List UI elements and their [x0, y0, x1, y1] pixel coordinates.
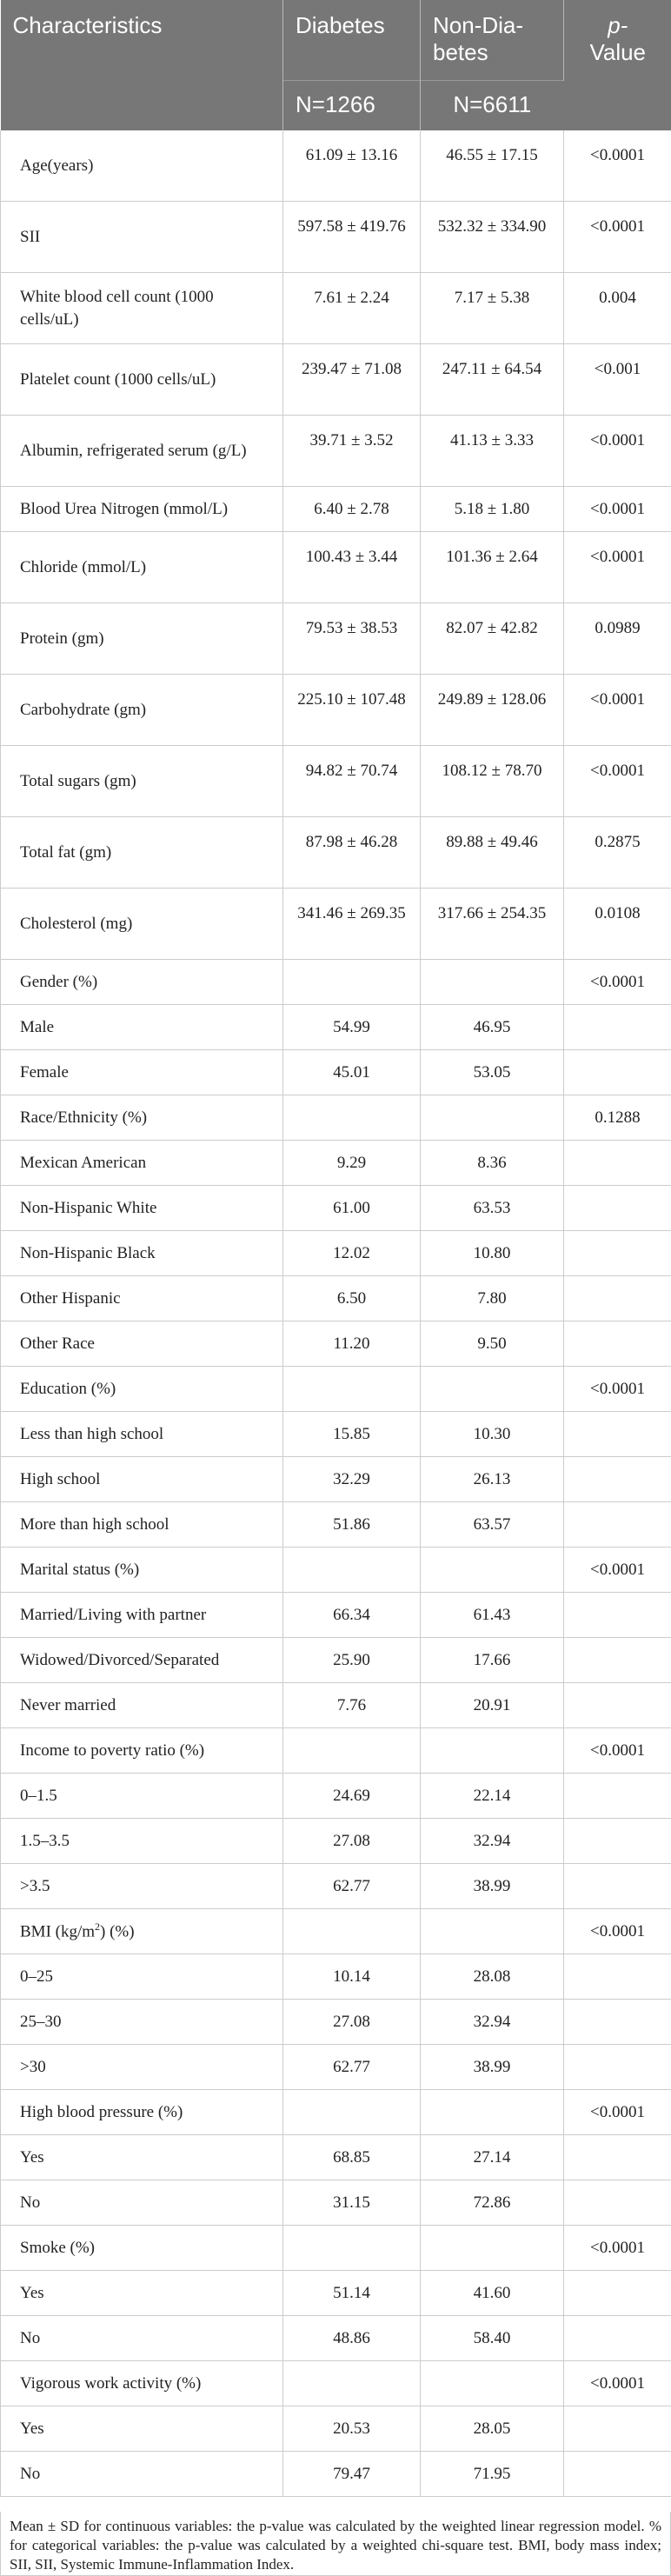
non-diabetes-value: [421, 2361, 564, 2406]
row-label: Yes: [1, 2135, 283, 2180]
non-diabetes-value: [421, 1548, 564, 1593]
table-row: [1, 2180, 671, 2226]
p-value: [564, 2316, 671, 2361]
table-row: [1, 2406, 671, 2452]
row-label: Non-Hispanic White: [1, 1186, 283, 1231]
table-row: [1, 1457, 671, 1502]
non-diabetes-value: [421, 1095, 564, 1141]
row-label: Protein (gm): [1, 603, 283, 675]
table-row: [1, 1005, 671, 1050]
p-value: <0.001: [564, 344, 671, 416]
table-row: [1, 416, 671, 487]
non-diabetes-value: 46.95: [421, 1005, 564, 1050]
table-footnote: Mean ± SD for continuous variables: the p-value was calculated by the weighted linear regression model. % for categorical variables: the p-value was calculated by a weighted chi-square test. BMI, body mass index; SII, SII, Systemic Immune-Inflammation Index.: [0, 2512, 671, 2576]
non-diabetes-value: 38.99: [421, 1864, 564, 1909]
non-diabetes-value: 7.17 ± 5.38: [421, 273, 564, 344]
table-row: [1, 2000, 671, 2045]
non-diabetes-value: 61.43: [421, 1593, 564, 1638]
non-diabetes-value: 22.14: [421, 1774, 564, 1819]
row-label: Non-Hispanic Black: [1, 1231, 283, 1276]
diabetes-value: 11.20: [283, 1321, 421, 1367]
table-row: [1, 1593, 671, 1638]
p-value: <0.0001: [564, 2361, 671, 2406]
p-value: <0.0001: [564, 130, 671, 202]
table-row: [1, 202, 671, 273]
p-value: [564, 1231, 671, 1276]
non-diabetes-value: 46.55 ± 17.15: [421, 130, 564, 202]
table-row: [1, 1141, 671, 1186]
table-row: [1, 1321, 671, 1367]
row-label: Marital status (%): [1, 1548, 283, 1593]
non-diabetes-value: 32.94: [421, 2000, 564, 2045]
p-value: [564, 2045, 671, 2090]
table-row: [1, 2090, 671, 2135]
table-row: [1, 675, 671, 746]
row-label: Blood Urea Nitrogen (mmol/L): [1, 487, 283, 532]
row-label: High school: [1, 1457, 283, 1502]
p-value: <0.0001: [564, 1909, 671, 1954]
non-diabetes-value: 249.89 ± 128.06: [421, 675, 564, 746]
table-row: [1, 1638, 671, 1683]
p-value: 0.004: [564, 273, 671, 344]
p-value: [564, 1276, 671, 1321]
row-label: >3.5: [1, 1864, 283, 1909]
p-value: <0.0001: [564, 2226, 671, 2271]
diabetes-value: 45.01: [283, 1050, 421, 1095]
non-diabetes-value: 247.11 ± 64.54: [421, 344, 564, 416]
table-row: [1, 1367, 671, 1412]
diabetes-value: 27.08: [283, 2000, 421, 2045]
p-value: 0.0108: [564, 889, 671, 960]
p-value: 0.2875: [564, 817, 671, 889]
p-value: [564, 1321, 671, 1367]
table-row: [1, 603, 671, 675]
non-diabetes-value: 26.13: [421, 1457, 564, 1502]
row-label: Vigorous work activity (%): [1, 2361, 283, 2406]
table-row: [1, 2045, 671, 2090]
table-row: [1, 2316, 671, 2361]
row-label: Smoke (%): [1, 2226, 283, 2271]
p-value: [564, 1638, 671, 1683]
non-diabetes-value: 63.53: [421, 1186, 564, 1231]
p-value: <0.0001: [564, 416, 671, 487]
row-label: 0–1.5: [1, 1774, 283, 1819]
p-value: [564, 1186, 671, 1231]
diabetes-value: [283, 1728, 421, 1774]
diabetes-value: 9.29: [283, 1141, 421, 1186]
diabetes-value: 225.10 ± 107.48: [283, 675, 421, 746]
row-label: 1.5–3.5: [1, 1819, 283, 1864]
row-label: Income to poverty ratio (%): [1, 1728, 283, 1774]
p-value: <0.0001: [564, 1728, 671, 1774]
header-non-diabetes: Non-Dia- betes: [421, 0, 564, 80]
non-diabetes-value: 108.12 ± 78.70: [421, 746, 564, 817]
diabetes-value: 51.86: [283, 1502, 421, 1548]
row-label: Carbohydrate (gm): [1, 675, 283, 746]
diabetes-value: 31.15: [283, 2180, 421, 2226]
row-label: Mexican American: [1, 1141, 283, 1186]
p-value: [564, 2180, 671, 2226]
non-diabetes-value: 10.80: [421, 1231, 564, 1276]
table-row: [1, 1819, 671, 1864]
table-row: [1, 1954, 671, 2000]
table-row: [1, 960, 671, 1005]
row-label: Less than high school: [1, 1412, 283, 1457]
non-diabetes-value: 41.60: [421, 2271, 564, 2316]
p-value: [564, 1864, 671, 1909]
row-label: No: [1, 2316, 283, 2361]
p-value: [564, 1412, 671, 1457]
diabetes-value: 341.46 ± 269.35: [283, 889, 421, 960]
non-diabetes-value: 9.50: [421, 1321, 564, 1367]
row-label: Yes: [1, 2406, 283, 2452]
diabetes-value: 66.34: [283, 1593, 421, 1638]
row-label: Cholesterol (mg): [1, 889, 283, 960]
table-row: [1, 1774, 671, 1819]
non-diabetes-value: [421, 1367, 564, 1412]
row-label: Yes: [1, 2271, 283, 2316]
non-diabetes-value: 58.40: [421, 2316, 564, 2361]
diabetes-value: [283, 1909, 421, 1954]
row-label: SII: [1, 202, 283, 273]
diabetes-value: 79.53 ± 38.53: [283, 603, 421, 675]
row-label: Total fat (gm): [1, 817, 283, 889]
p-value: [564, 1502, 671, 1548]
non-diabetes-value: [421, 1909, 564, 1954]
row-label: Total sugars (gm): [1, 746, 283, 817]
non-diabetes-value: 32.94: [421, 1819, 564, 1864]
table-row: [1, 1412, 671, 1457]
diabetes-value: 39.71 ± 3.52: [283, 416, 421, 487]
diabetes-value: 25.90: [283, 1638, 421, 1683]
p-value: 0.0989: [564, 603, 671, 675]
diabetes-value: 68.85: [283, 2135, 421, 2180]
table-row: [1, 1728, 671, 1774]
p-value: <0.0001: [564, 1367, 671, 1412]
row-label: Other Hispanic: [1, 1276, 283, 1321]
table-row: [1, 2361, 671, 2406]
diabetes-value: 6.40 ± 2.78: [283, 487, 421, 532]
non-diabetes-value: 28.08: [421, 1954, 564, 2000]
p-value-word: Value: [589, 39, 647, 66]
table-row: [1, 817, 671, 889]
p-value: [564, 1774, 671, 1819]
row-label: More than high school: [1, 1502, 283, 1548]
table-row: [1, 1095, 671, 1141]
table-row: [1, 2271, 671, 2316]
diabetes-value: 100.43 ± 3.44: [283, 532, 421, 603]
non-diabetes-value: [421, 2226, 564, 2271]
table-row: [1, 130, 671, 202]
diabetes-value: 32.29: [283, 1457, 421, 1502]
diabetes-value: 94.82 ± 70.74: [283, 746, 421, 817]
table-row: [1, 1864, 671, 1909]
diabetes-value: 10.14: [283, 1954, 421, 2000]
header-p-value: [564, 0, 671, 130]
p-value: <0.0001: [564, 675, 671, 746]
diabetes-value: 27.08: [283, 1819, 421, 1864]
row-label: 0–25: [1, 1954, 283, 2000]
p-value: [564, 1954, 671, 2000]
row-label: Education (%): [1, 1367, 283, 1412]
p-value: [564, 2452, 671, 2497]
p-value: <0.0001: [564, 532, 671, 603]
p-value: <0.0001: [564, 960, 671, 1005]
row-label: Platelet count (1000 cells/uL): [1, 344, 283, 416]
diabetes-value: [283, 2090, 421, 2135]
table-row: [1, 2452, 671, 2497]
table-row: [1, 344, 671, 416]
non-diabetes-value: 7.80: [421, 1276, 564, 1321]
table-row: [1, 746, 671, 817]
diabetes-value: 51.14: [283, 2271, 421, 2316]
table-header: [1, 0, 671, 130]
header-diabetes: Diabetes: [283, 0, 421, 80]
p-value: [564, 2135, 671, 2180]
diabetes-value: 62.77: [283, 2045, 421, 2090]
diabetes-value: 6.50: [283, 1276, 421, 1321]
diabetes-value: 20.53: [283, 2406, 421, 2452]
p-value: [564, 1141, 671, 1186]
p-value: <0.0001: [564, 487, 671, 532]
non-diabetes-value: [421, 1728, 564, 1774]
table-row: [1, 1683, 671, 1728]
table-row: [1, 1231, 671, 1276]
row-label: White blood cell count (1000 cells/uL): [1, 273, 283, 344]
diabetes-value: 54.99: [283, 1005, 421, 1050]
non-diabetes-value: 71.95: [421, 2452, 564, 2497]
diabetes-value: 24.69: [283, 1774, 421, 1819]
non-diabetes-value: 5.18 ± 1.80: [421, 487, 564, 532]
p-value: <0.0001: [564, 202, 671, 273]
row-label: No: [1, 2180, 283, 2226]
p-value: 0.1288: [564, 1095, 671, 1141]
table-row: [1, 487, 671, 532]
p-value: [564, 2271, 671, 2316]
non-diabetes-value: 28.05: [421, 2406, 564, 2452]
table-row: [1, 889, 671, 960]
non-diabetes-value: 89.88 ± 49.46: [421, 817, 564, 889]
row-label: Widowed/Divorced/Separated: [1, 1638, 283, 1683]
header-characteristics: Characteristics: [1, 0, 283, 130]
diabetes-value: [283, 2226, 421, 2271]
p-value: [564, 1050, 671, 1095]
row-label: Other Race: [1, 1321, 283, 1367]
diabetes-value: [283, 1367, 421, 1412]
diabetes-value: 61.00: [283, 1186, 421, 1231]
table-body: [1, 130, 671, 2497]
non-diabetes-value: 101.36 ± 2.64: [421, 532, 564, 603]
row-label: Race/Ethnicity (%): [1, 1095, 283, 1141]
row-label: Age(years): [1, 130, 283, 202]
table-row: [1, 1050, 671, 1095]
non-diabetes-value: 20.91: [421, 1683, 564, 1728]
p-value: [564, 1819, 671, 1864]
non-diabetes-value: 72.86: [421, 2180, 564, 2226]
table-row: [1, 273, 671, 344]
diabetes-value: [283, 1095, 421, 1141]
non-diabetes-value: [421, 960, 564, 1005]
table-row: [1, 2226, 671, 2271]
row-label: No: [1, 2452, 283, 2497]
p-value: [564, 1683, 671, 1728]
table-row: [1, 1502, 671, 1548]
non-diabetes-value: 41.13 ± 3.33: [421, 416, 564, 487]
diabetes-value: 87.98 ± 46.28: [283, 817, 421, 889]
row-label: Never married: [1, 1683, 283, 1728]
p-value: <0.0001: [564, 1548, 671, 1593]
p-value: [564, 2000, 671, 2045]
table-row: [1, 1548, 671, 1593]
diabetes-value: 7.61 ± 2.24: [283, 273, 421, 344]
diabetes-value: 79.47: [283, 2452, 421, 2497]
row-label: >30: [1, 2045, 283, 2090]
p-italic: p-: [608, 12, 628, 38]
table-row: [1, 2135, 671, 2180]
superscript-two: 2: [95, 1920, 101, 1934]
header-n-non-diabetes: N=6611: [421, 80, 564, 130]
table-row: [1, 1909, 671, 1954]
diabetes-value: [283, 1548, 421, 1593]
table-row: [1, 1276, 671, 1321]
row-label: Female: [1, 1050, 283, 1095]
diabetes-value: 61.09 ± 13.16: [283, 130, 421, 202]
table-row: [1, 532, 671, 603]
p-value: <0.0001: [564, 746, 671, 817]
row-label: Chloride (mmol/L): [1, 532, 283, 603]
row-label: 25–30: [1, 2000, 283, 2045]
diabetes-value: 239.47 ± 71.08: [283, 344, 421, 416]
row-label: Married/Living with partner: [1, 1593, 283, 1638]
table-row: [1, 1186, 671, 1231]
non-diabetes-value: 38.99: [421, 2045, 564, 2090]
non-diabetes-value: 532.32 ± 334.90: [421, 202, 564, 273]
row-label: Gender (%): [1, 960, 283, 1005]
non-diabetes-value: 317.66 ± 254.35: [421, 889, 564, 960]
diabetes-value: 12.02: [283, 1231, 421, 1276]
non-diabetes-value: 27.14: [421, 2135, 564, 2180]
row-label: Male: [1, 1005, 283, 1050]
diabetes-value: 597.58 ± 419.76: [283, 202, 421, 273]
p-value: [564, 1593, 671, 1638]
non-diabetes-value: 53.05: [421, 1050, 564, 1095]
p-value: [564, 1457, 671, 1502]
non-diabetes-value: 82.07 ± 42.82: [421, 603, 564, 675]
diabetes-value: [283, 960, 421, 1005]
p-value: <0.0001: [564, 2090, 671, 2135]
non-diabetes-value: 10.30: [421, 1412, 564, 1457]
diabetes-value: 7.76: [283, 1683, 421, 1728]
non-diabetes-value: [421, 2090, 564, 2135]
row-label: Albumin, refrigerated serum (g/L): [1, 416, 283, 487]
row-label: High blood pressure (%): [1, 2090, 283, 2135]
diabetes-value: 15.85: [283, 1412, 421, 1457]
row-label: BMI $(kg/m^2)$ (%): [1, 1909, 283, 1954]
p-value: [564, 1005, 671, 1050]
diabetes-value: 48.86: [283, 2316, 421, 2361]
header-n-diabetes: N=1266: [283, 80, 421, 130]
non-diabetes-value: 8.36: [421, 1141, 564, 1186]
non-diabetes-value: 63.57: [421, 1502, 564, 1548]
non-diabetes-value: 17.66: [421, 1638, 564, 1683]
p-value: [564, 2406, 671, 2452]
diabetes-value: 62.77: [283, 1864, 421, 1909]
diabetes-value: [283, 2361, 421, 2406]
